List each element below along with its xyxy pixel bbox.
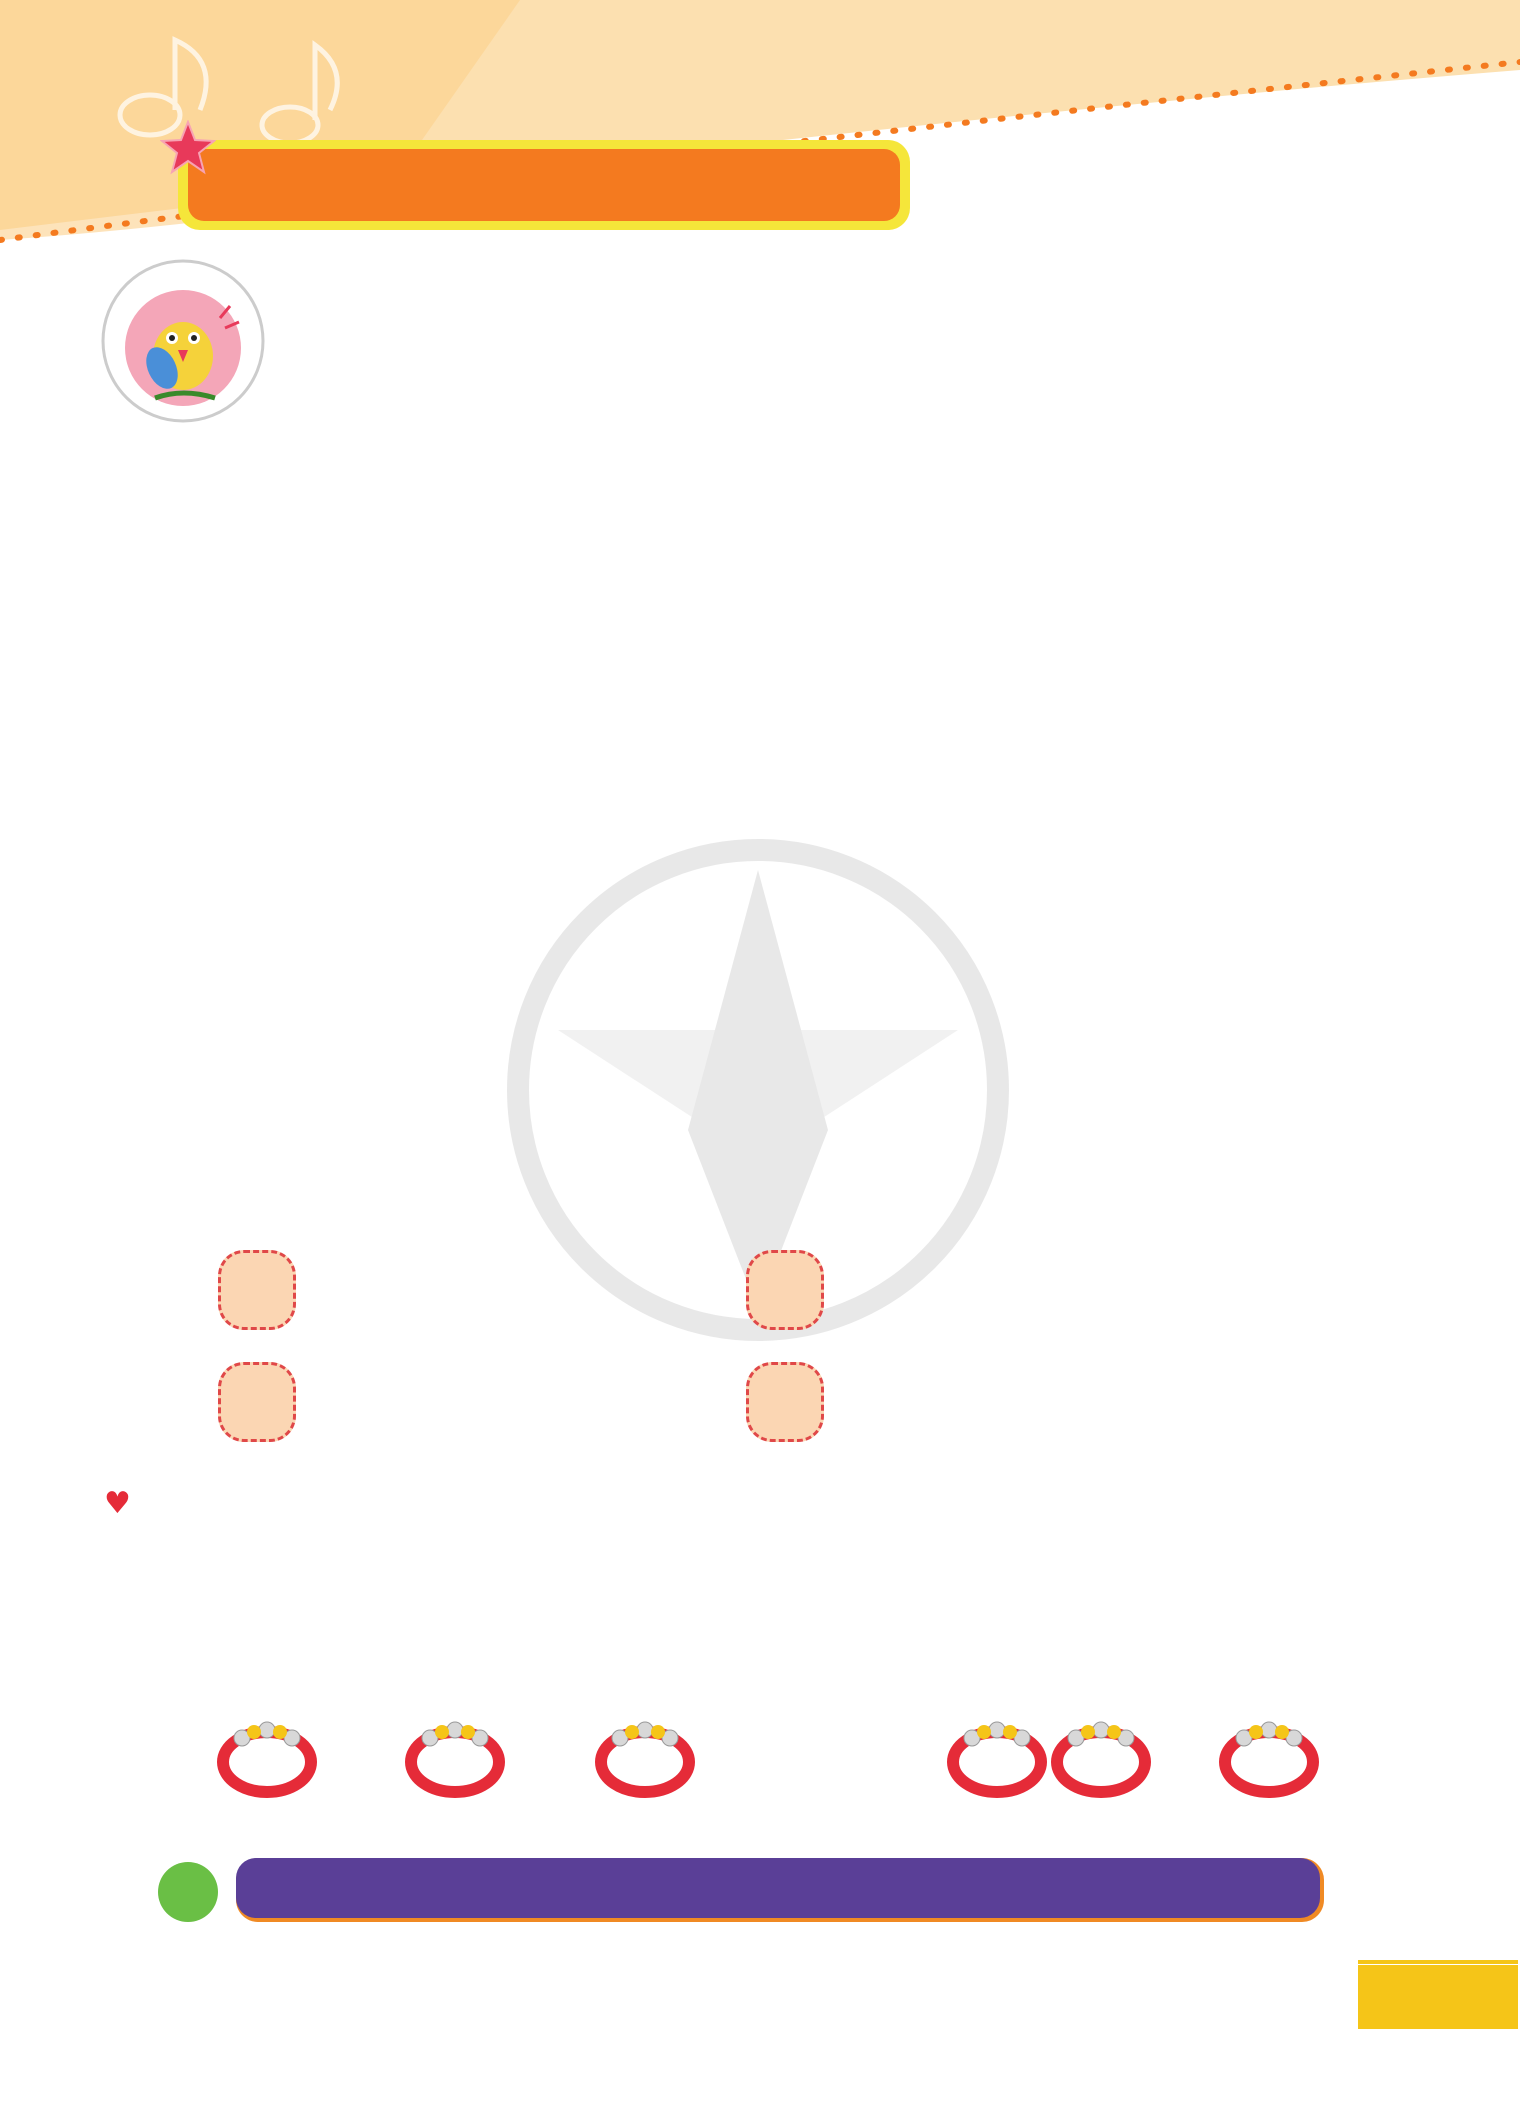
question-bar bbox=[236, 1858, 1324, 1922]
heart-icon: ♥ bbox=[104, 1486, 131, 1521]
practice-heading bbox=[104, 1478, 145, 1522]
tambourine-icon bbox=[1046, 1712, 1156, 1802]
tambourine-icon bbox=[1214, 1712, 1324, 1802]
music-staff-1 bbox=[0, 520, 1520, 630]
question-icon bbox=[158, 1862, 218, 1922]
activity-practice-singing bbox=[218, 1362, 296, 1442]
tambourine-icon bbox=[590, 1712, 700, 1802]
page-number-rule bbox=[1358, 1960, 1518, 1964]
tambourine-icon bbox=[212, 1712, 322, 1802]
star-icon bbox=[160, 120, 216, 176]
page-number bbox=[1358, 1965, 1518, 2029]
music-staff-practice bbox=[0, 1530, 1520, 1640]
activity-sing-joyfully bbox=[746, 1250, 824, 1330]
section-banner bbox=[178, 140, 910, 230]
tambourine-icon bbox=[942, 1712, 1052, 1802]
singing-bird-badge-icon bbox=[100, 258, 266, 424]
section-title bbox=[188, 149, 900, 221]
music-staff-2 bbox=[0, 695, 1520, 805]
activity-listen-sample bbox=[218, 1250, 296, 1330]
activity-sing-with-accompaniment bbox=[746, 1362, 824, 1442]
tambourine-icon bbox=[400, 1712, 510, 1802]
question-text bbox=[236, 1858, 1320, 1918]
